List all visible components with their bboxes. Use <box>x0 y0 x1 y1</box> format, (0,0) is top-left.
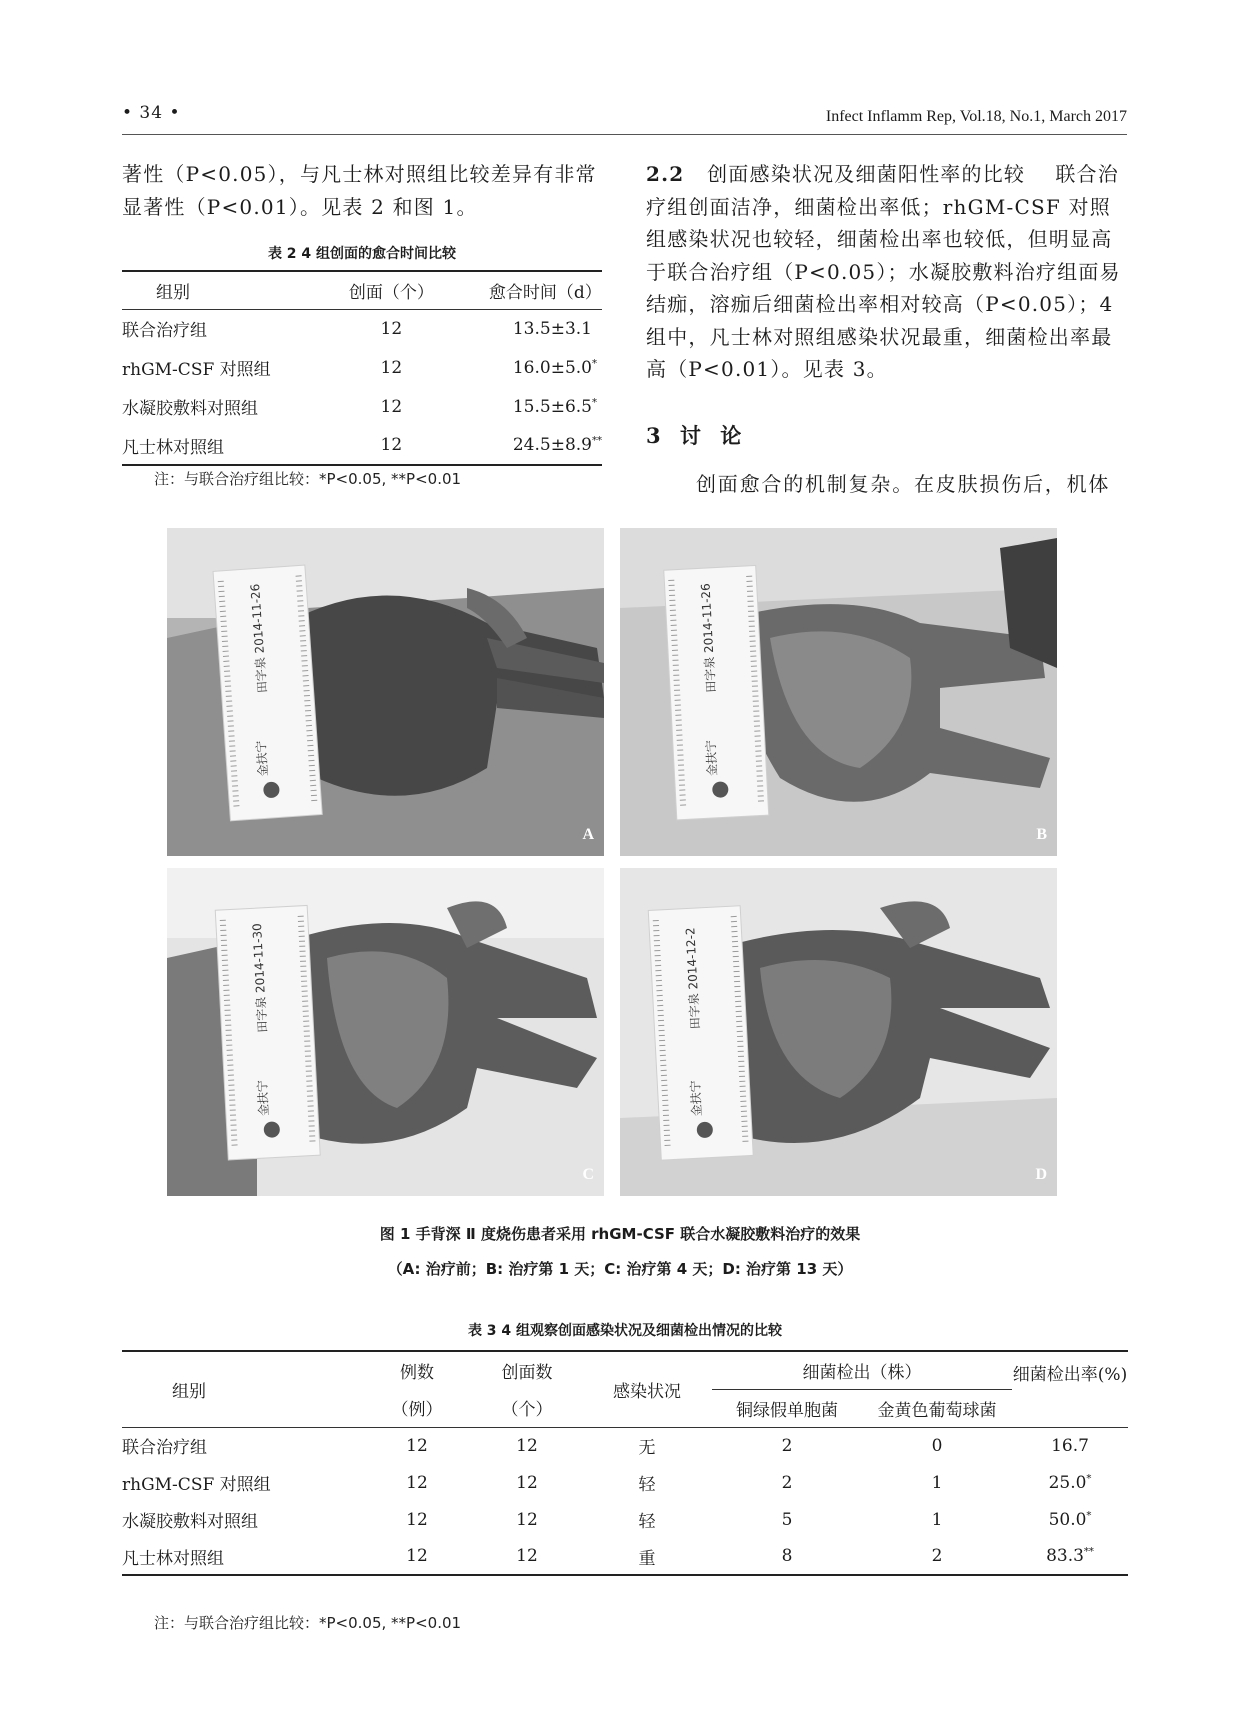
paragraph-line: 组感染状况也较轻，细菌检出率也较低，但明显高 <box>646 227 1113 251</box>
paragraph-line: 于联合治疗组（P<0.05）；水凝胶敷料治疗组面易 <box>646 259 1121 284</box>
column-header: 组别 <box>122 1351 362 1427</box>
significance-mark: * <box>592 396 597 408</box>
ruler-handwriting: 田字泉 2014-12-2 <box>683 927 703 1030</box>
cell-sa: 1 <box>931 1509 943 1530</box>
significance-mark: ** <box>592 435 602 447</box>
cell-group: 水凝胶敷料对照组 <box>122 399 258 419</box>
time-value: 24.5±8.9 <box>512 435 592 455</box>
cell-cases: 12 <box>406 1472 428 1493</box>
figure1-subcaption: （A: 治疗前；B: 治疗第 1 天；C: 治疗第 4 天；D: 治疗第 13 天） <box>387 1260 853 1278</box>
time-value: 15.5±6.5 <box>512 396 592 417</box>
section-heading-line <box>646 158 1128 191</box>
paragraph-line: 高（P<0.01）。见表 3。 <box>646 357 888 381</box>
cell-cases: 12 <box>406 1546 428 1566</box>
cell-sa: 2 <box>931 1546 943 1566</box>
ruler-brand: 金扶宁 <box>253 740 271 777</box>
paragraph-line: 组中，凡士林对照组感染状况最重，细菌检出率最 <box>646 324 1113 349</box>
column-header: 愈合时间（d） <box>488 282 602 303</box>
figure1-caption: 图 1 手背深 Ⅱ 度烧伤患者采用 rhGM-CSF 联合水凝胶敷料治疗的效果 <box>379 1225 861 1243</box>
cell-pa: 8 <box>781 1546 793 1566</box>
section-number: 2.2 <box>646 162 685 186</box>
ruler-brand: 金扶宁 <box>688 1079 705 1117</box>
cell-infection: 轻 <box>638 1475 656 1495</box>
cell-wounds: 12 <box>380 318 403 339</box>
table2 <box>122 270 602 466</box>
cell-group: rhGM-CSF 对照组 <box>122 360 271 380</box>
cell-wounds: 12 <box>380 396 403 417</box>
paragraph-line: 显著性（P<0.01）。见表 2 和图 1。 <box>122 194 478 219</box>
panel-label: D <box>1035 1166 1047 1183</box>
significance-mark: * <box>1086 1509 1092 1521</box>
column-header: 创面数 <box>501 1363 553 1383</box>
column-header: 感染状况 <box>582 1351 712 1427</box>
table-row <box>122 348 602 387</box>
cell-sa: 1 <box>931 1472 943 1493</box>
cell-wounds: 12 <box>516 1435 538 1456</box>
cell-infection: 重 <box>638 1548 656 1569</box>
panel-label: A <box>582 826 594 843</box>
hand-photo-day4 <box>167 868 604 1196</box>
table-header-row <box>122 1351 1128 1389</box>
hand-photo-before-treatment <box>167 528 604 856</box>
cell-wounds: 12 <box>516 1472 538 1493</box>
column-header: 细菌检出（株） <box>712 1351 1012 1389</box>
column-header: 组别 <box>156 282 190 303</box>
column-header: 创面（个） <box>348 282 434 303</box>
ruler-handwriting: 田字泉 2014-11-30 <box>250 922 270 1034</box>
paragraph-line: 联合治 <box>1055 162 1119 186</box>
table2-caption: 表 2 4 组创面的愈合时间比较 <box>267 246 457 262</box>
cell-cases: 12 <box>406 1509 428 1530</box>
cell-pa: 2 <box>781 1472 793 1493</box>
panel-label: C <box>582 1166 594 1183</box>
column-header: （例） <box>391 1400 443 1421</box>
cell-wounds: 12 <box>380 435 403 455</box>
cell-cases: 12 <box>406 1435 428 1456</box>
paragraph-line: 疗组创面洁净，细菌检出率低；rhGM-CSF 对照 <box>646 194 1111 219</box>
table-header-row <box>122 271 602 309</box>
cell-time <box>449 387 602 426</box>
cell-group: 凡士林对照组 <box>122 437 224 458</box>
ruler-handwriting: 田字泉 2014-11-26 <box>698 582 719 694</box>
cell-pa: 5 <box>781 1509 793 1530</box>
time-value: 16.0±5.0 <box>512 357 592 378</box>
cell-wounds: 12 <box>516 1546 538 1566</box>
table-row <box>122 1464 1128 1501</box>
time-value: 13.5±3.1 <box>512 318 592 339</box>
significance-mark: ** <box>1083 1546 1094 1558</box>
figure-panel-a <box>167 528 604 856</box>
table-row <box>122 309 602 348</box>
journal-running-head: Infect Inflamm Rep, Vol.18, No.1, March 2017 <box>825 108 1127 125</box>
section-title: 创面感染状况及细菌阳性率的比较 <box>707 162 1026 186</box>
cell-pa: 2 <box>781 1435 793 1456</box>
ruler-brand: 金扶宁 <box>255 1079 272 1117</box>
table-row <box>122 1501 1128 1538</box>
header-rule <box>122 134 1127 135</box>
cell-group: 联合治疗组 <box>122 1438 207 1459</box>
figure1 <box>167 528 1058 1196</box>
column-header: 例数 <box>400 1363 434 1383</box>
rate-value: 25.0 <box>1048 1472 1087 1493</box>
cell-group: 凡士林对照组 <box>122 1548 224 1569</box>
cell-time <box>449 309 602 348</box>
cell-group: 联合治疗组 <box>122 321 207 342</box>
rate-value: 50.0 <box>1048 1509 1087 1530</box>
left-column-text <box>122 158 602 223</box>
table-row <box>122 1427 1128 1464</box>
rate-value: 83.3 <box>1046 1546 1084 1566</box>
hand-photo-day1 <box>620 528 1057 856</box>
cell-rate <box>1012 1501 1128 1538</box>
figure-panel-d <box>620 868 1057 1196</box>
hand-photo-day13 <box>620 868 1057 1196</box>
cell-sa: 0 <box>931 1435 943 1456</box>
column-header: 金黄色葡萄球菌 <box>877 1400 997 1421</box>
cell-time <box>449 426 602 465</box>
cell-time <box>449 348 602 387</box>
right-column-text <box>646 158 1128 386</box>
cell-infection: 轻 <box>638 1512 656 1532</box>
section3-heading: 3 讨 论 <box>646 423 748 448</box>
table3-note: 注：与联合治疗组比较：*P<0.05, **P<0.01 <box>154 1614 462 1632</box>
table2-note: 注：与联合治疗组比较：*P<0.05, **P<0.01 <box>154 470 462 488</box>
cell-infection: 无 <box>638 1438 656 1459</box>
table3-caption: 表 3 4 组观察创面感染状况及细菌检出情况的比较 <box>467 1323 783 1339</box>
significance-mark: * <box>1086 1472 1092 1484</box>
cell-rate <box>1012 1427 1128 1464</box>
table3 <box>122 1350 1128 1576</box>
significance-mark: * <box>592 357 597 369</box>
page-number: • 34 • <box>122 103 181 123</box>
figure-panel-c <box>167 868 604 1196</box>
cell-group: 水凝胶敷料对照组 <box>122 1512 258 1532</box>
column-header: （个） <box>501 1400 553 1421</box>
column-header: 铜绿假单胞菌 <box>736 1400 838 1421</box>
cell-rate <box>1012 1538 1128 1575</box>
column-header: 细菌检出率(%) <box>1012 1365 1128 1385</box>
section3-first-line: 创面愈合的机制复杂。在皮肤损伤后，机体 <box>696 472 1111 496</box>
column-header-spacer <box>1012 1389 1128 1427</box>
paragraph-line: 著性（P<0.05），与凡士林对照组比较差异有非常 <box>122 162 597 186</box>
figure-panel-b <box>620 528 1057 856</box>
panel-label: B <box>1036 826 1047 843</box>
cell-group: rhGM-CSF 对照组 <box>122 1475 271 1495</box>
paragraph-line: 结痂，溶痂后细菌检出率相对较高（P<0.05）；4 <box>646 292 1114 316</box>
table-row <box>122 1538 1128 1575</box>
cell-wounds: 12 <box>516 1509 538 1530</box>
cell-wounds: 12 <box>380 357 403 378</box>
ruler-brand: 金扶宁 <box>703 739 720 777</box>
table-row <box>122 426 602 465</box>
ruler-handwriting: 田字泉 2014-11-26 <box>248 583 270 694</box>
cell-rate <box>1012 1464 1128 1501</box>
table-row <box>122 387 602 426</box>
rate-value: 16.7 <box>1051 1435 1089 1456</box>
